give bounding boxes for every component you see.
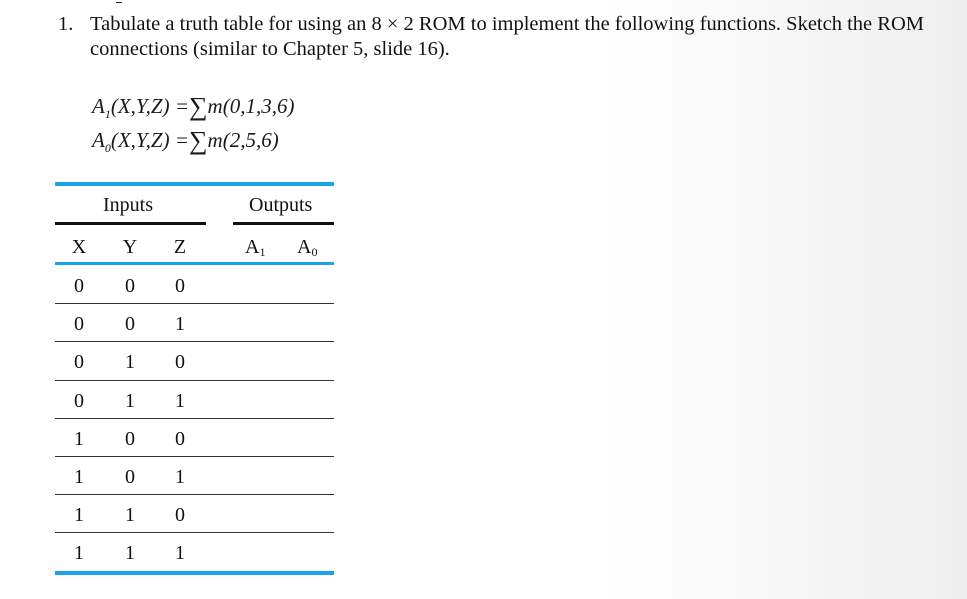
eq-lhs: A	[92, 128, 105, 152]
table-cell: 0	[125, 466, 135, 488]
table-cell: 0	[175, 504, 185, 527]
col-header-z: Z	[173, 236, 187, 258]
table-cell: 0	[175, 275, 185, 297]
eq-equals: =	[169, 128, 189, 152]
eq-rhs: m(0,1,3,6)	[207, 94, 295, 118]
eq-lhs: A	[92, 94, 105, 118]
a1-sub: 1	[259, 245, 266, 259]
col-header-x: X	[71, 236, 87, 258]
sigma-symbol: ∑	[189, 126, 208, 155]
row-divider	[55, 341, 334, 342]
col-header-a0	[297, 236, 317, 260]
row-divider	[55, 303, 334, 304]
table-cell: 1	[175, 313, 185, 336]
outputs-header: Outputs	[249, 194, 313, 216]
table-cell: 0	[125, 275, 135, 297]
table-cell: 1	[74, 466, 84, 488]
table-cell: 0	[125, 427, 135, 450]
sigma-symbol: ∑	[189, 92, 208, 121]
table-cell: 0	[74, 275, 84, 297]
a0-sub: 0	[311, 245, 318, 259]
table-cell: 0	[125, 313, 135, 336]
col-header-a1	[245, 236, 265, 260]
inputs-header: Inputs	[103, 194, 153, 216]
table-bottom-rule	[55, 571, 334, 575]
eq-rhs: m(2,5,6)	[207, 128, 279, 152]
table-cell: 1	[175, 389, 185, 412]
outputs-underline	[233, 222, 334, 225]
row-divider	[55, 380, 334, 381]
eq-sub: 0	[104, 141, 111, 155]
problem-text: Tabulate a truth table for using an 8 × 2 ROM to implement the following functions. Sketch the ROM connections (similar to Chapter 5, slide 16).	[90, 13, 924, 60]
row-divider	[55, 456, 334, 457]
eq-args: (X,Y,Z)	[110, 128, 170, 152]
table-cell: 1	[74, 504, 84, 527]
table-top-rule	[55, 182, 334, 186]
row-divider	[55, 418, 334, 419]
truth-table	[55, 182, 334, 577]
table-cell: 0	[175, 351, 185, 374]
inputs-underline	[55, 222, 206, 225]
table-cell: 1	[175, 542, 185, 565]
table-cell: 0	[74, 389, 84, 412]
row-divider	[55, 494, 334, 495]
table-cell: 1	[125, 542, 135, 565]
eq-sub: 1	[104, 107, 111, 121]
table-cell: 1	[175, 466, 185, 488]
table-cell: 1	[125, 504, 135, 527]
equation-a1	[92, 92, 294, 122]
table-cell: 1	[125, 351, 135, 374]
table-cell: 0	[175, 427, 185, 450]
equation-a0	[92, 126, 279, 156]
table-cell: 0	[74, 313, 84, 336]
table-cell: 1	[74, 542, 84, 565]
table-cell: 1	[125, 389, 135, 412]
eq-equals: =	[169, 94, 189, 118]
row-divider	[55, 532, 334, 533]
table-cell: 0	[74, 351, 84, 374]
a1-base: A	[245, 236, 260, 258]
problem-number: 1.	[58, 13, 74, 35]
table-cell: 1	[74, 427, 84, 450]
header-bottom-rule	[55, 262, 334, 265]
top-fragment	[116, 0, 122, 3]
a0-base: A	[297, 236, 312, 258]
col-header-y: Y	[122, 236, 138, 258]
eq-args: (X,Y,Z)	[110, 94, 170, 118]
